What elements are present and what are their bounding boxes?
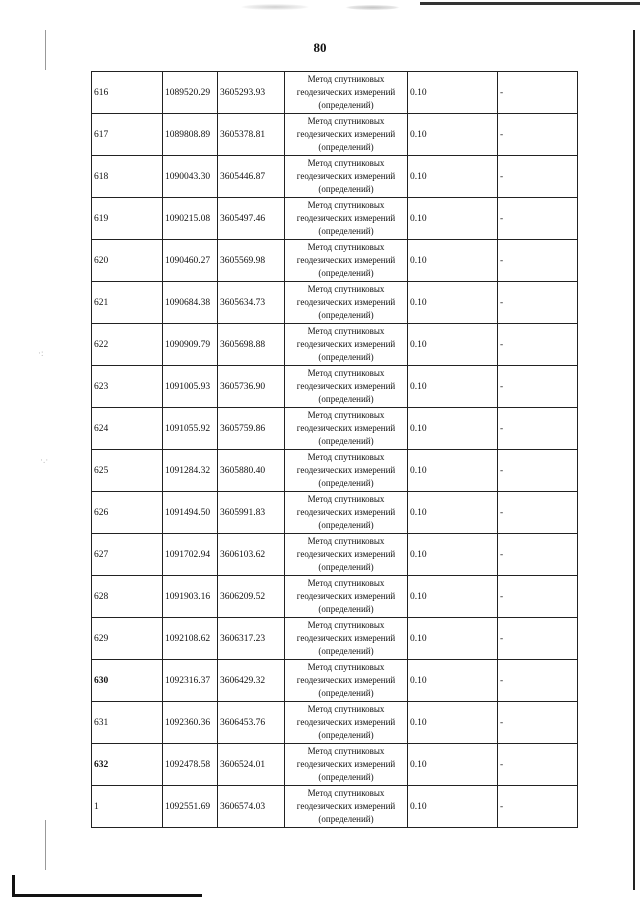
table-row	[92, 786, 578, 828]
accuracy-value: 0.10	[408, 534, 498, 576]
method-line: Метод спутниковых	[307, 578, 385, 588]
point-number: 624	[92, 408, 163, 450]
note-value: -	[498, 282, 578, 324]
method-cell	[285, 324, 408, 366]
scan-corner-mark	[12, 894, 202, 897]
table-row	[92, 324, 578, 366]
table-row	[92, 72, 578, 114]
method-line: Метод спутниковых	[307, 158, 385, 168]
method-line: геодезических измерений	[296, 87, 396, 97]
method-line: геодезических измерений	[296, 465, 396, 475]
coordinate-x: 1089808.89	[163, 114, 218, 156]
method-line: геодезических измерений	[296, 759, 396, 769]
table-row	[92, 282, 578, 324]
coordinate-y: 3605446.87	[218, 156, 285, 198]
method-cell	[285, 786, 408, 828]
table-row	[92, 156, 578, 198]
page-number: 80	[313, 40, 327, 55]
scan-edge-line	[420, 2, 640, 5]
coordinate-x: 1092316.37	[163, 660, 218, 702]
method-line: геодезических измерений	[296, 633, 396, 643]
scan-smudge	[345, 5, 400, 10]
coordinate-x: 1092108.62	[163, 618, 218, 660]
scan-left-mark	[45, 820, 46, 870]
scan-corner-mark	[12, 875, 15, 897]
method-line: геодезических измерений	[296, 297, 396, 307]
coordinate-y: 3606317.23	[218, 618, 285, 660]
point-number: 629	[92, 618, 163, 660]
method-line: Метод спутниковых	[307, 242, 385, 252]
point-number: 619	[92, 198, 163, 240]
coordinate-x: 1090043.30	[163, 156, 218, 198]
scan-artifact-top	[0, 0, 640, 16]
coordinate-y: 3606103.62	[218, 534, 285, 576]
method-line: (определений)	[318, 352, 374, 362]
method-line: геодезических измерений	[296, 213, 396, 223]
method-cell	[285, 660, 408, 702]
method-line: Метод спутниковых	[307, 452, 385, 462]
coordinate-x: 1091284.32	[163, 450, 218, 492]
point-number: 617	[92, 114, 163, 156]
accuracy-value: 0.10	[408, 786, 498, 828]
table-row	[92, 240, 578, 282]
coordinate-x: 1090215.08	[163, 198, 218, 240]
scan-left-mark	[45, 30, 46, 70]
coordinate-y: 3606429.32	[218, 660, 285, 702]
point-number: 1	[92, 786, 163, 828]
note-value: -	[498, 618, 578, 660]
point-number: 623	[92, 366, 163, 408]
method-cell	[285, 366, 408, 408]
method-cell	[285, 744, 408, 786]
coordinate-y: 3605634.73	[218, 282, 285, 324]
note-value: -	[498, 786, 578, 828]
coordinate-x: 1092478.58	[163, 744, 218, 786]
method-line: (определений)	[318, 100, 374, 110]
coordinate-x: 1091005.93	[163, 366, 218, 408]
method-line: Метод спутниковых	[307, 284, 385, 294]
point-number: 622	[92, 324, 163, 366]
point-number: 626	[92, 492, 163, 534]
note-value: -	[498, 156, 578, 198]
method-line: (определений)	[318, 772, 374, 782]
coordinate-y: 3606524.01	[218, 744, 285, 786]
table-row	[92, 618, 578, 660]
note-value: -	[498, 450, 578, 492]
accuracy-value: 0.10	[408, 198, 498, 240]
method-cell	[285, 156, 408, 198]
coordinate-x: 1091494.50	[163, 492, 218, 534]
table-row	[92, 492, 578, 534]
scan-right-edge	[633, 30, 635, 890]
accuracy-value: 0.10	[408, 156, 498, 198]
method-line: геодезических измерений	[296, 549, 396, 559]
method-line: геодезических измерений	[296, 675, 396, 685]
method-line: Метод спутниковых	[307, 536, 385, 546]
coordinate-y: 3606209.52	[218, 576, 285, 618]
method-line: Метод спутниковых	[307, 704, 385, 714]
coordinate-y: 3605497.46	[218, 198, 285, 240]
coordinate-y: 3605293.93	[218, 72, 285, 114]
method-line: Метод спутниковых	[307, 746, 385, 756]
note-value: -	[498, 744, 578, 786]
method-line: Метод спутниковых	[307, 788, 385, 798]
accuracy-value: 0.10	[408, 744, 498, 786]
accuracy-value: 0.10	[408, 72, 498, 114]
method-line: (определений)	[318, 520, 374, 530]
method-line: геодезических измерений	[296, 717, 396, 727]
accuracy-value: 0.10	[408, 324, 498, 366]
coordinate-x: 1090909.79	[163, 324, 218, 366]
method-cell	[285, 618, 408, 660]
coordinate-x: 1090460.27	[163, 240, 218, 282]
method-line: (определений)	[318, 436, 374, 446]
coordinates-table	[91, 71, 578, 828]
accuracy-value: 0.10	[408, 408, 498, 450]
accuracy-value: 0.10	[408, 660, 498, 702]
coordinate-x: 1091702.94	[163, 534, 218, 576]
accuracy-value: 0.10	[408, 282, 498, 324]
table-row	[92, 198, 578, 240]
method-line: Метод спутниковых	[307, 662, 385, 672]
method-line: геодезических измерений	[296, 591, 396, 601]
method-line: (определений)	[318, 814, 374, 824]
method-line: геодезических измерений	[296, 381, 396, 391]
method-line: Метод спутниковых	[307, 368, 385, 378]
method-cell	[285, 576, 408, 618]
method-line: Метод спутниковых	[307, 200, 385, 210]
note-value: -	[498, 198, 578, 240]
coordinate-x: 1092360.36	[163, 702, 218, 744]
coordinate-y: 3605569.98	[218, 240, 285, 282]
accuracy-value: 0.10	[408, 618, 498, 660]
table-row	[92, 660, 578, 702]
coordinate-y: 3605759.86	[218, 408, 285, 450]
method-cell	[285, 450, 408, 492]
note-value: -	[498, 72, 578, 114]
note-value: -	[498, 408, 578, 450]
table-row	[92, 366, 578, 408]
method-cell	[285, 534, 408, 576]
method-line: Метод спутниковых	[307, 116, 385, 126]
method-cell	[285, 240, 408, 282]
method-line: Метод спутниковых	[307, 494, 385, 504]
method-cell	[285, 72, 408, 114]
coordinate-x: 1091903.16	[163, 576, 218, 618]
method-line: геодезических измерений	[296, 507, 396, 517]
method-cell	[285, 702, 408, 744]
point-number: 627	[92, 534, 163, 576]
table-row	[92, 702, 578, 744]
method-line: геодезических измерений	[296, 423, 396, 433]
note-value: -	[498, 114, 578, 156]
method-cell	[285, 282, 408, 324]
note-value: -	[498, 576, 578, 618]
method-line: (определений)	[318, 478, 374, 488]
coordinate-y: 3605378.81	[218, 114, 285, 156]
coordinate-y: 3605880.40	[218, 450, 285, 492]
note-value: -	[498, 534, 578, 576]
method-line: (определений)	[318, 268, 374, 278]
method-line: (определений)	[318, 226, 374, 236]
table-row	[92, 114, 578, 156]
note-value: -	[498, 324, 578, 366]
coordinate-y: 3605736.90	[218, 366, 285, 408]
method-cell	[285, 408, 408, 450]
point-number: 632	[92, 744, 163, 786]
method-line: Метод спутниковых	[307, 410, 385, 420]
method-line: (определений)	[318, 142, 374, 152]
accuracy-value: 0.10	[408, 450, 498, 492]
table-row	[92, 534, 578, 576]
point-number: 618	[92, 156, 163, 198]
table-row	[92, 744, 578, 786]
method-cell	[285, 114, 408, 156]
method-line: (определений)	[318, 604, 374, 614]
note-value: -	[498, 366, 578, 408]
accuracy-value: 0.10	[408, 366, 498, 408]
method-cell	[285, 198, 408, 240]
scan-speck: ·:	[38, 348, 44, 358]
point-number: 616	[92, 72, 163, 114]
coordinate-x: 1091055.92	[163, 408, 218, 450]
accuracy-value: 0.10	[408, 576, 498, 618]
table-row	[92, 450, 578, 492]
table-row	[92, 576, 578, 618]
note-value: -	[498, 660, 578, 702]
accuracy-value: 0.10	[408, 702, 498, 744]
coordinate-x: 1090684.38	[163, 282, 218, 324]
coordinate-x: 1092551.69	[163, 786, 218, 828]
scan-smudge	[240, 4, 310, 10]
method-line: геодезических измерений	[296, 339, 396, 349]
point-number: 625	[92, 450, 163, 492]
accuracy-value: 0.10	[408, 492, 498, 534]
point-number: 631	[92, 702, 163, 744]
coordinate-y: 3605698.88	[218, 324, 285, 366]
method-line: Метод спутниковых	[307, 620, 385, 630]
point-number: 628	[92, 576, 163, 618]
method-line: геодезических измерений	[296, 255, 396, 265]
method-line: (определений)	[318, 562, 374, 572]
note-value: -	[498, 240, 578, 282]
method-line: (определений)	[318, 688, 374, 698]
coordinate-y: 3605991.83	[218, 492, 285, 534]
note-value: -	[498, 492, 578, 534]
method-line: (определений)	[318, 184, 374, 194]
method-line: (определений)	[318, 730, 374, 740]
coordinate-x: 1089520.29	[163, 72, 218, 114]
scan-speck: ·.·	[40, 455, 49, 465]
method-line: Метод спутниковых	[307, 326, 385, 336]
method-line: Метод спутниковых	[307, 74, 385, 84]
method-line: геодезических измерений	[296, 801, 396, 811]
method-line: геодезических измерений	[296, 171, 396, 181]
method-cell	[285, 492, 408, 534]
coordinate-y: 3606574.03	[218, 786, 285, 828]
note-value: -	[498, 702, 578, 744]
accuracy-value: 0.10	[408, 240, 498, 282]
point-number: 620	[92, 240, 163, 282]
table-row	[92, 408, 578, 450]
coordinate-y: 3606453.76	[218, 702, 285, 744]
method-line: (определений)	[318, 310, 374, 320]
method-line: (определений)	[318, 394, 374, 404]
point-number: 621	[92, 282, 163, 324]
method-line: (определений)	[318, 646, 374, 656]
coordinates-table-body	[92, 72, 578, 828]
method-line: геодезических измерений	[296, 129, 396, 139]
point-number: 630	[92, 660, 163, 702]
accuracy-value: 0.10	[408, 114, 498, 156]
